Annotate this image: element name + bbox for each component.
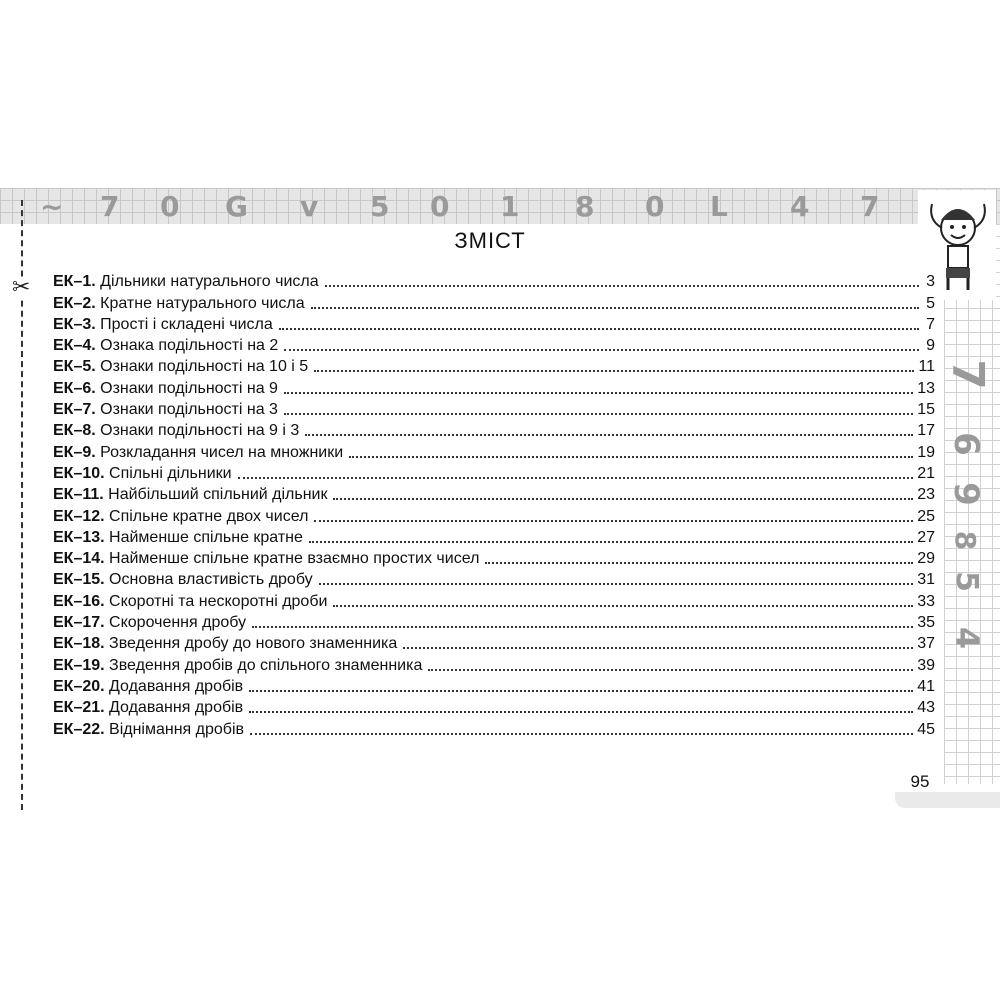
toc-entry [53, 504, 935, 525]
toc-entry-title: Ознаки подільності на 3 [100, 401, 278, 419]
toc-entry-title: Прості і складені числа [100, 315, 273, 333]
toc-entry-title: Дільники натурального числа [100, 273, 319, 291]
dot-leader [314, 520, 913, 522]
toc-entry-title: Ознаки подільності на 9 і 3 [100, 422, 300, 440]
toc-entry-page: 27 [917, 528, 935, 546]
toc-entry-title: Ознака подільності на 2 [100, 337, 279, 355]
toc-entry-page: 3 [926, 273, 935, 291]
toc-entry [53, 462, 935, 483]
page-title: ЗМІСТ [454, 228, 526, 253]
strip-glyph: 7 [100, 190, 120, 223]
toc-entry-title: Спільне кратне двох чисел [109, 507, 309, 525]
dot-leader [333, 605, 913, 607]
strip-glyph: 7 [860, 190, 880, 223]
toc-entry [53, 547, 935, 568]
toc-entry-code: ЕК–16. [53, 592, 105, 610]
dot-leader [333, 498, 913, 500]
toc-entry-code: ЕК–21. [53, 699, 105, 717]
toc-entry-title: Ознаки подільності на 10 і 5 [100, 358, 309, 376]
toc-entry-page: 29 [917, 550, 935, 568]
toc-entry-code: ЕК–7. [53, 401, 96, 419]
toc-entry-code: ЕК–19. [53, 656, 105, 674]
toc-entry-page: 9 [926, 337, 935, 355]
strip-glyph: 4 [790, 190, 810, 223]
dot-leader [325, 285, 919, 287]
strip-glyph: 1 [500, 190, 520, 223]
strip-glyph: 0 [645, 190, 665, 223]
toc-entry-code: ЕК–22. [53, 720, 105, 738]
toc-entry-code: ЕК–2. [53, 294, 96, 312]
side-glyph: 6 [945, 432, 986, 456]
side-glyph: 9 [945, 482, 986, 506]
toc-entry-code: ЕК–15. [53, 571, 105, 589]
dot-leader [319, 583, 914, 585]
toc-entry-code: ЕК–13. [53, 528, 105, 546]
toc-entry-title: Скоротні та нескоротні дроби [109, 592, 328, 610]
side-glyph: 7 [941, 359, 993, 390]
toc-entry [53, 440, 935, 461]
toc-entry-code: ЕК–9. [53, 443, 96, 461]
toc-entry-page: 37 [917, 635, 935, 653]
toc-entry [53, 696, 935, 717]
scissors-icon: ✂ [12, 275, 31, 300]
dot-leader [314, 370, 914, 372]
toc-entry-code: ЕК–18. [53, 635, 105, 653]
page-corner-tab [895, 792, 1000, 808]
dot-leader [485, 562, 913, 564]
dot-leader [238, 477, 914, 479]
dot-leader [311, 307, 919, 309]
toc-entry-title: Зведення дробу до нового знаменника [109, 635, 398, 653]
side-glyph: 8 [949, 530, 983, 551]
toc-entry-code: ЕК–5. [53, 358, 96, 376]
dot-leader [403, 647, 913, 649]
strip-glyph: ~ [40, 190, 64, 223]
dot-leader [284, 349, 919, 351]
toc-entry [53, 376, 935, 397]
toc-entry [53, 632, 935, 653]
toc-entry [53, 291, 935, 312]
strip-glyph: v [300, 190, 319, 223]
toc-entry-title: Найменше спільне кратне взаємно простих чисел [109, 550, 480, 568]
toc-entry-code: ЕК–6. [53, 379, 96, 397]
toc-entry-page: 43 [917, 699, 935, 717]
toc-entry-page: 45 [917, 720, 935, 738]
toc-entry [53, 568, 935, 589]
side-glyph: 5 [948, 571, 984, 592]
table-of-contents [53, 270, 935, 739]
strip-glyph: L [710, 190, 728, 223]
dot-leader [249, 690, 913, 692]
toc-entry-title: Розкладання чисел на множники [100, 443, 344, 461]
toc-entry [53, 419, 935, 440]
toc-entry [53, 717, 935, 738]
dot-leader [349, 456, 913, 458]
toc-entry-title: Ознаки подільності на 9 [100, 379, 278, 397]
dot-leader [252, 626, 913, 628]
side-glyph: 4 [948, 626, 987, 650]
toc-entry [53, 334, 935, 355]
toc-entry-code: ЕК–1. [53, 273, 96, 291]
toc-entry-code: ЕК–14. [53, 550, 105, 568]
dot-leader [284, 392, 913, 394]
decorative-side-strip [941, 224, 1000, 784]
strip-glyph: 8 [575, 190, 595, 223]
toc-entry [53, 398, 935, 419]
toc-entry-title: Скорочення дробу [109, 614, 247, 632]
toc-entry [53, 270, 935, 291]
toc-entry-title: Додавання дробів [109, 677, 244, 695]
toc-entry-code: ЕК–12. [53, 507, 105, 525]
toc-entry [53, 355, 935, 376]
toc-entry-page: 13 [917, 379, 935, 397]
toc-entry-title: Найменше спільне кратне [109, 528, 303, 546]
toc-entry-code: ЕК–8. [53, 422, 96, 440]
strip-glyph: 0 [430, 190, 450, 223]
toc-entry-code: ЕК–17. [53, 614, 105, 632]
toc-entry-title: Спільні дільники [109, 464, 232, 482]
toc-entry-title: Віднімання дробів [109, 720, 245, 738]
toc-entry-title: Кратне натурального числа [100, 294, 305, 312]
toc-entry [53, 675, 935, 696]
dot-leader [428, 669, 913, 671]
strip-glyph: 5 [370, 190, 390, 223]
toc-entry-page: 19 [917, 443, 935, 461]
toc-entry-page: 39 [917, 656, 935, 674]
toc-entry [53, 483, 935, 504]
toc-entry-page: 23 [917, 486, 935, 504]
toc-entry-page: 21 [917, 464, 935, 482]
decorative-number-strip [0, 188, 1000, 224]
toc-entry [53, 313, 935, 334]
toc-entry-code: ЕК–4. [53, 337, 96, 355]
toc-entry [53, 526, 935, 547]
toc-entry-page: 7 [926, 315, 935, 333]
toc-entry [53, 589, 935, 610]
toc-entry-page: 35 [917, 614, 935, 632]
toc-entry-title: Найбільший спільний дільник [108, 486, 328, 504]
toc-entry-title: Зведення дробів до спільного знаменника [109, 656, 423, 674]
toc-entry-code: ЕК–20. [53, 677, 105, 695]
toc-entry-title: Основна властивість дробу [109, 571, 313, 589]
toc-entry-page: 25 [917, 507, 935, 525]
toc-entry [53, 653, 935, 674]
page-number: 95 [910, 772, 930, 791]
toc-entry-code: ЕК–3. [53, 315, 96, 333]
dot-leader [249, 711, 913, 713]
toc-entry-page: 17 [917, 422, 935, 440]
dot-leader [284, 413, 913, 415]
toc-entry-page: 15 [917, 401, 935, 419]
dot-leader [305, 434, 913, 436]
toc-entry-page: 31 [917, 571, 935, 589]
toc-entry [53, 611, 935, 632]
strip-glyph: G [225, 190, 248, 223]
dot-leader [309, 541, 913, 543]
dot-leader [279, 328, 919, 330]
strip-glyph: 0 [160, 190, 180, 223]
toc-entry-code: ЕК–11. [53, 486, 104, 504]
toc-entry-code: ЕК–10. [53, 464, 105, 482]
dot-leader [250, 733, 913, 735]
toc-entry-page: 5 [926, 294, 935, 312]
toc-entry-page: 11 [918, 358, 935, 376]
toc-entry-title: Додавання дробів [109, 699, 244, 717]
toc-entry-page: 41 [917, 677, 935, 695]
toc-entry-page: 33 [917, 592, 935, 610]
